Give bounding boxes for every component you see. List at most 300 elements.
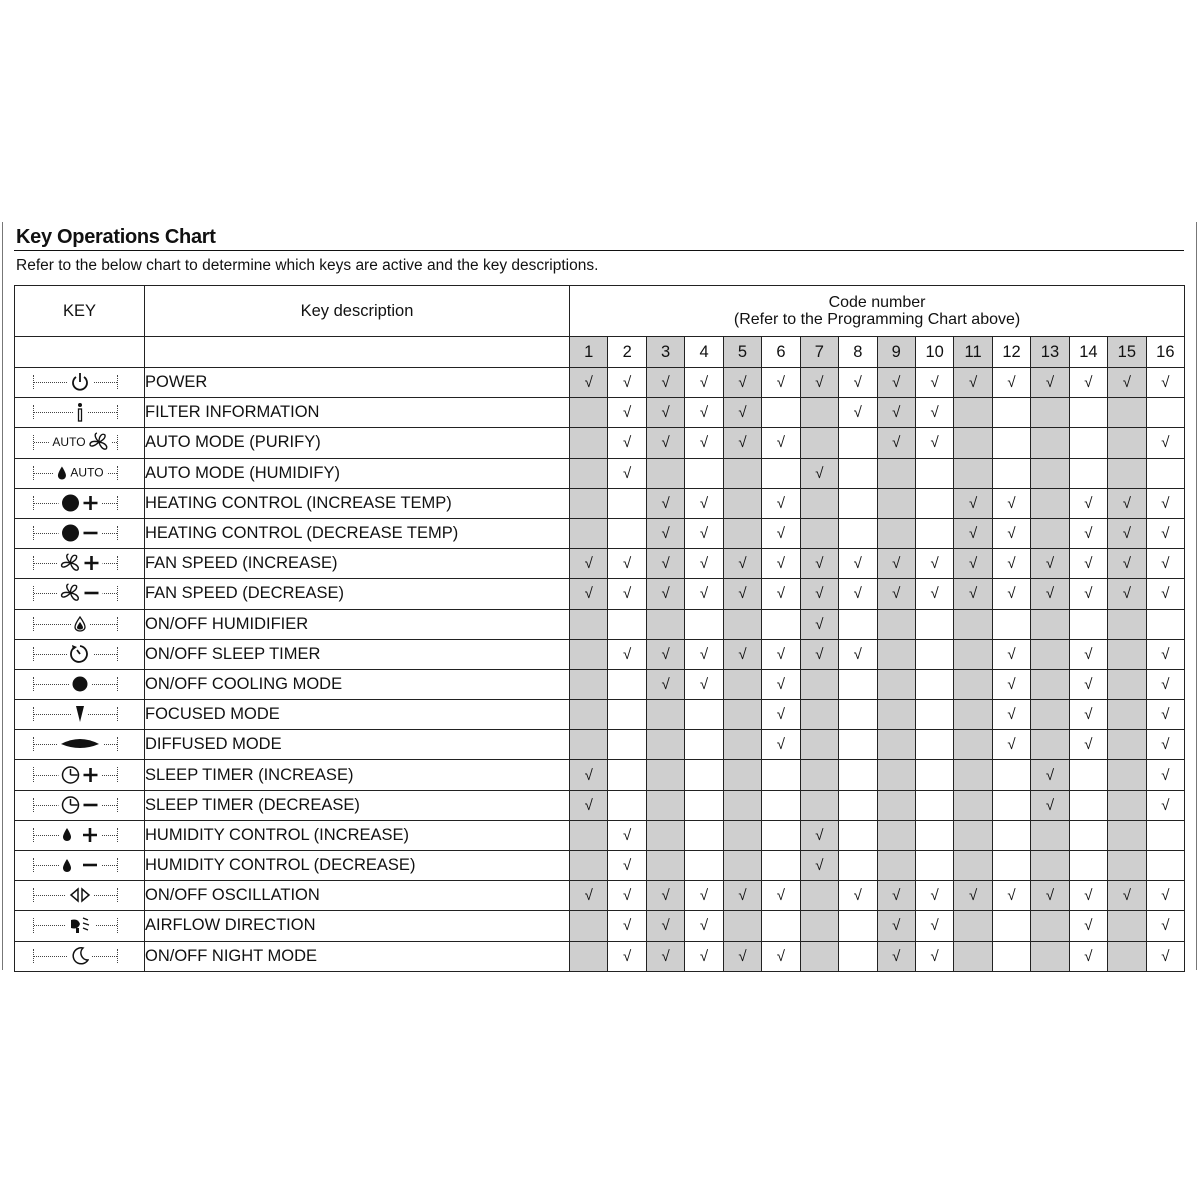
check-mark: √: [723, 639, 761, 669]
code-number-row: [15, 337, 1185, 368]
check-mark: √: [1069, 639, 1107, 669]
empty-cell: [1069, 428, 1107, 458]
key-description: SLEEP TIMER (INCREASE): [145, 760, 570, 790]
empty-cell: [954, 730, 992, 760]
table-row: [15, 488, 1185, 518]
empty-cell: [685, 851, 723, 881]
check-mark: √: [1069, 579, 1107, 609]
check-mark: √: [877, 428, 915, 458]
empty-cell: [1069, 609, 1107, 639]
check-mark: √: [992, 669, 1030, 699]
key-cell: [15, 760, 145, 790]
focused-icon: [72, 705, 88, 723]
empty-cell: [839, 851, 877, 881]
empty-cell: [992, 458, 1030, 488]
code-number-6: 6: [762, 337, 800, 368]
check-mark: √: [685, 579, 723, 609]
check-mark: √: [646, 669, 684, 699]
empty-cell: [954, 428, 992, 458]
check-mark: √: [608, 911, 646, 941]
empty-cell: [915, 700, 953, 730]
empty-cell: [723, 488, 761, 518]
key-cell: [15, 700, 145, 730]
empty-cell: [1069, 820, 1107, 850]
empty-cell: [1108, 458, 1146, 488]
check-mark: √: [646, 488, 684, 518]
code-number-15: 15: [1108, 337, 1146, 368]
empty-cell: [839, 488, 877, 518]
check-mark: √: [800, 820, 838, 850]
empty-cell: [1031, 851, 1069, 881]
check-mark: √: [762, 428, 800, 458]
empty-cell: [1031, 458, 1069, 488]
check-mark: √: [685, 669, 723, 699]
empty-cell: [954, 911, 992, 941]
airflow-icon: [65, 916, 95, 934]
key-button-outline: [33, 858, 118, 872]
empty-cell: [877, 518, 915, 548]
empty-cell: [800, 398, 838, 428]
key-cell: [15, 639, 145, 669]
check-mark: √: [762, 579, 800, 609]
check-mark: √: [1031, 549, 1069, 579]
key-button-outline: [33, 466, 118, 480]
empty-cell: [608, 760, 646, 790]
key-description: ON/OFF COOLING MODE: [145, 669, 570, 699]
check-mark: √: [800, 579, 838, 609]
empty-cell: [1031, 730, 1069, 760]
check-mark: √: [723, 428, 761, 458]
check-mark: √: [877, 398, 915, 428]
check-mark: √: [608, 820, 646, 850]
key-button-outline: [33, 526, 118, 540]
check-mark: √: [992, 881, 1030, 911]
check-mark: √: [992, 518, 1030, 548]
empty-cell: [570, 398, 608, 428]
empty-cell: [800, 760, 838, 790]
check-mark: √: [877, 549, 915, 579]
check-mark: √: [608, 639, 646, 669]
empty-cell: [1031, 820, 1069, 850]
empty-cell: [1108, 398, 1146, 428]
table-row: [15, 639, 1185, 669]
empty-cell: [915, 639, 953, 669]
check-mark: √: [1146, 730, 1185, 760]
empty-cell: [800, 518, 838, 548]
check-mark: √: [723, 579, 761, 609]
oscillation-icon: [66, 887, 94, 903]
code-number-16: 16: [1146, 337, 1185, 368]
table-row: [15, 549, 1185, 579]
key-button-outline: [33, 767, 118, 781]
check-mark: √: [915, 428, 953, 458]
code-number-3: 3: [646, 337, 684, 368]
check-mark: √: [992, 579, 1030, 609]
empty-cell: [646, 458, 684, 488]
empty-cell: [992, 851, 1030, 881]
check-mark: √: [877, 911, 915, 941]
empty-cell: [685, 790, 723, 820]
key-button-outline: [33, 435, 118, 449]
empty-cell: [839, 911, 877, 941]
empty-cell: [723, 911, 761, 941]
code-number-10: 10: [915, 337, 953, 368]
check-mark: √: [915, 368, 953, 398]
empty-cell: [992, 398, 1030, 428]
check-mark: √: [608, 398, 646, 428]
auto-text: AUTO: [70, 465, 104, 480]
empty-cell: [915, 851, 953, 881]
empty-cell: [646, 790, 684, 820]
key-cell: [15, 488, 145, 518]
check-mark: √: [839, 639, 877, 669]
check-mark: √: [608, 428, 646, 458]
check-mark: √: [877, 368, 915, 398]
key-button-outline: [33, 617, 118, 631]
key-cell: [15, 368, 145, 398]
check-mark: √: [646, 549, 684, 579]
check-mark: √: [954, 579, 992, 609]
key-description: HEATING CONTROL (DECREASE TEMP): [145, 518, 570, 548]
key-cell: [15, 730, 145, 760]
empty-cell: [646, 820, 684, 850]
empty-cell: [1031, 700, 1069, 730]
empty-cell: [646, 760, 684, 790]
check-mark: √: [1069, 730, 1107, 760]
empty-cell: [1146, 609, 1185, 639]
empty-cell: [992, 760, 1030, 790]
table-row: [15, 518, 1185, 548]
check-mark: √: [839, 881, 877, 911]
check-mark: √: [1146, 428, 1185, 458]
empty-cell: [608, 730, 646, 760]
empty-cell: [800, 488, 838, 518]
check-mark: √: [800, 458, 838, 488]
empty-cell: [954, 669, 992, 699]
empty-cell: [1031, 609, 1069, 639]
empty-cell: [570, 700, 608, 730]
check-mark: √: [608, 941, 646, 971]
check-mark: √: [608, 458, 646, 488]
key-cell: [15, 458, 145, 488]
key-cell: [15, 820, 145, 850]
empty-cell: [685, 760, 723, 790]
check-mark: √: [1108, 549, 1146, 579]
check-mark: √: [877, 941, 915, 971]
empty-cell: [570, 669, 608, 699]
power-icon: [67, 372, 93, 392]
header-code-title: Code number: [828, 294, 926, 311]
key-description: ON/OFF SLEEP TIMER: [145, 639, 570, 669]
key-button-outline: [33, 949, 118, 963]
check-mark: √: [685, 941, 723, 971]
check-mark: √: [992, 700, 1030, 730]
empty-cell: [839, 458, 877, 488]
check-mark: √: [839, 579, 877, 609]
empty-cell: [954, 700, 992, 730]
code-row-desc-blank: [145, 337, 570, 368]
check-mark: √: [915, 549, 953, 579]
check-mark: √: [608, 881, 646, 911]
empty-cell: [1031, 911, 1069, 941]
empty-cell: [800, 700, 838, 730]
empty-cell: [954, 609, 992, 639]
check-mark: √: [762, 488, 800, 518]
check-mark: √: [762, 700, 800, 730]
empty-cell: [1108, 820, 1146, 850]
empty-cell: [954, 760, 992, 790]
humidifier-icon: [71, 616, 89, 632]
check-mark: √: [915, 911, 953, 941]
empty-cell: [915, 488, 953, 518]
empty-cell: [1108, 790, 1146, 820]
empty-cell: [723, 851, 761, 881]
check-mark: √: [646, 368, 684, 398]
empty-cell: [1031, 669, 1069, 699]
drop-auto-icon: [54, 465, 106, 480]
empty-cell: [608, 790, 646, 820]
header-code-number: [570, 286, 1185, 337]
check-mark: √: [723, 881, 761, 911]
empty-cell: [1146, 851, 1185, 881]
empty-cell: [992, 911, 1030, 941]
empty-cell: [570, 639, 608, 669]
check-mark: √: [877, 579, 915, 609]
check-mark: √: [1031, 881, 1069, 911]
auto-fan-icon: [49, 432, 111, 452]
check-mark: √: [570, 760, 608, 790]
check-mark: √: [877, 881, 915, 911]
humidity-minus-icon: [59, 857, 101, 873]
key-description: ON/OFF HUMIDIFIER: [145, 609, 570, 639]
check-mark: √: [1108, 518, 1146, 548]
key-cell: [15, 790, 145, 820]
table-row: [15, 881, 1185, 911]
key-description: AUTO MODE (PURIFY): [145, 428, 570, 458]
check-mark: √: [1031, 790, 1069, 820]
check-mark: √: [915, 579, 953, 609]
key-cell: [15, 669, 145, 699]
check-mark: √: [570, 579, 608, 609]
key-cell: [15, 911, 145, 941]
empty-cell: [1108, 911, 1146, 941]
empty-cell: [877, 760, 915, 790]
key-cell: [15, 941, 145, 971]
check-mark: √: [723, 549, 761, 579]
table-row: [15, 820, 1185, 850]
empty-cell: [762, 820, 800, 850]
key-cell: [15, 549, 145, 579]
check-mark: √: [954, 368, 992, 398]
diffused-icon: [57, 736, 103, 752]
check-mark: √: [915, 881, 953, 911]
page-frame-right: [1196, 222, 1197, 970]
check-mark: √: [992, 488, 1030, 518]
empty-cell: [1108, 609, 1146, 639]
empty-cell: [570, 428, 608, 458]
check-mark: √: [762, 669, 800, 699]
check-mark: √: [1108, 579, 1146, 609]
table-row: [15, 700, 1185, 730]
check-mark: √: [685, 639, 723, 669]
code-number-11: 11: [954, 337, 992, 368]
check-mark: √: [1146, 760, 1185, 790]
check-mark: √: [685, 881, 723, 911]
check-mark: √: [1146, 579, 1185, 609]
key-button-outline: [33, 707, 118, 721]
empty-cell: [723, 700, 761, 730]
check-mark: √: [1146, 518, 1185, 548]
fan-minus-icon: [58, 583, 103, 603]
check-mark: √: [954, 549, 992, 579]
check-mark: √: [646, 881, 684, 911]
empty-cell: [1031, 941, 1069, 971]
check-mark: √: [608, 549, 646, 579]
check-mark: √: [762, 941, 800, 971]
code-number-1: 1: [570, 337, 608, 368]
empty-cell: [1108, 730, 1146, 760]
check-mark: √: [1031, 579, 1069, 609]
empty-cell: [570, 730, 608, 760]
empty-cell: [954, 458, 992, 488]
check-mark: √: [1031, 368, 1069, 398]
check-mark: √: [646, 911, 684, 941]
empty-cell: [608, 700, 646, 730]
check-mark: √: [646, 518, 684, 548]
check-mark: √: [762, 518, 800, 548]
key-button-outline: [33, 828, 118, 842]
empty-cell: [800, 669, 838, 699]
code-number-5: 5: [723, 337, 761, 368]
empty-cell: [685, 609, 723, 639]
empty-cell: [800, 790, 838, 820]
empty-cell: [915, 458, 953, 488]
check-mark: √: [723, 941, 761, 971]
empty-cell: [608, 669, 646, 699]
empty-cell: [1108, 700, 1146, 730]
key-button-outline: [33, 677, 118, 691]
check-mark: √: [992, 549, 1030, 579]
code-row-key-blank: [15, 337, 145, 368]
empty-cell: [1069, 851, 1107, 881]
empty-cell: [570, 851, 608, 881]
check-mark: √: [685, 911, 723, 941]
empty-cell: [992, 609, 1030, 639]
table-row: [15, 428, 1185, 458]
check-mark: √: [1069, 518, 1107, 548]
empty-cell: [762, 790, 800, 820]
empty-cell: [570, 820, 608, 850]
empty-cell: [1146, 458, 1185, 488]
heat-plus-icon: [59, 494, 102, 512]
code-number-8: 8: [839, 337, 877, 368]
empty-cell: [570, 911, 608, 941]
empty-cell: [762, 911, 800, 941]
code-number-9: 9: [877, 337, 915, 368]
table-row: [15, 368, 1185, 398]
empty-cell: [992, 428, 1030, 458]
empty-cell: [762, 851, 800, 881]
check-mark: √: [800, 639, 838, 669]
check-mark: √: [762, 368, 800, 398]
empty-cell: [800, 881, 838, 911]
check-mark: √: [685, 398, 723, 428]
key-description: AUTO MODE (HUMIDIFY): [145, 458, 570, 488]
check-mark: √: [1069, 488, 1107, 518]
key-cell: [15, 881, 145, 911]
empty-cell: [877, 669, 915, 699]
empty-cell: [915, 730, 953, 760]
key-button-outline: [33, 556, 118, 570]
check-mark: √: [1069, 941, 1107, 971]
check-mark: √: [685, 488, 723, 518]
empty-cell: [646, 609, 684, 639]
empty-cell: [1069, 398, 1107, 428]
check-mark: √: [608, 368, 646, 398]
key-description: ON/OFF OSCILLATION: [145, 881, 570, 911]
empty-cell: [723, 760, 761, 790]
check-mark: √: [1069, 911, 1107, 941]
empty-cell: [954, 820, 992, 850]
empty-cell: [723, 820, 761, 850]
check-mark: √: [992, 730, 1030, 760]
empty-cell: [877, 730, 915, 760]
empty-cell: [992, 820, 1030, 850]
empty-cell: [570, 488, 608, 518]
key-description: FILTER INFORMATION: [145, 398, 570, 428]
check-mark: √: [839, 398, 877, 428]
empty-cell: [839, 700, 877, 730]
table-row: [15, 609, 1185, 639]
empty-cell: [839, 730, 877, 760]
empty-cell: [877, 488, 915, 518]
check-mark: √: [1031, 760, 1069, 790]
empty-cell: [608, 518, 646, 548]
key-button-outline: [33, 647, 118, 661]
table-row: [15, 458, 1185, 488]
check-mark: √: [1146, 881, 1185, 911]
sleep-timer-icon: [67, 644, 93, 664]
check-mark: √: [685, 368, 723, 398]
code-number-14: 14: [1069, 337, 1107, 368]
empty-cell: [954, 398, 992, 428]
check-mark: √: [646, 639, 684, 669]
key-cell: [15, 851, 145, 881]
key-button-outline: [33, 375, 118, 389]
check-mark: √: [608, 579, 646, 609]
check-mark: √: [1146, 549, 1185, 579]
humidity-plus-icon: [59, 827, 101, 843]
check-mark: √: [1146, 488, 1185, 518]
empty-cell: [954, 941, 992, 971]
check-mark: √: [685, 428, 723, 458]
key-description: ON/OFF NIGHT MODE: [145, 941, 570, 971]
check-mark: √: [762, 549, 800, 579]
empty-cell: [1146, 398, 1185, 428]
check-mark: √: [646, 398, 684, 428]
header-key: KEY: [15, 286, 145, 337]
empty-cell: [915, 669, 953, 699]
empty-cell: [570, 518, 608, 548]
code-number-4: 4: [685, 337, 723, 368]
empty-cell: [839, 669, 877, 699]
check-mark: √: [1069, 669, 1107, 699]
empty-cell: [723, 458, 761, 488]
check-mark: √: [723, 398, 761, 428]
check-mark: √: [762, 639, 800, 669]
key-button-outline: [33, 918, 118, 932]
code-number-7: 7: [800, 337, 838, 368]
